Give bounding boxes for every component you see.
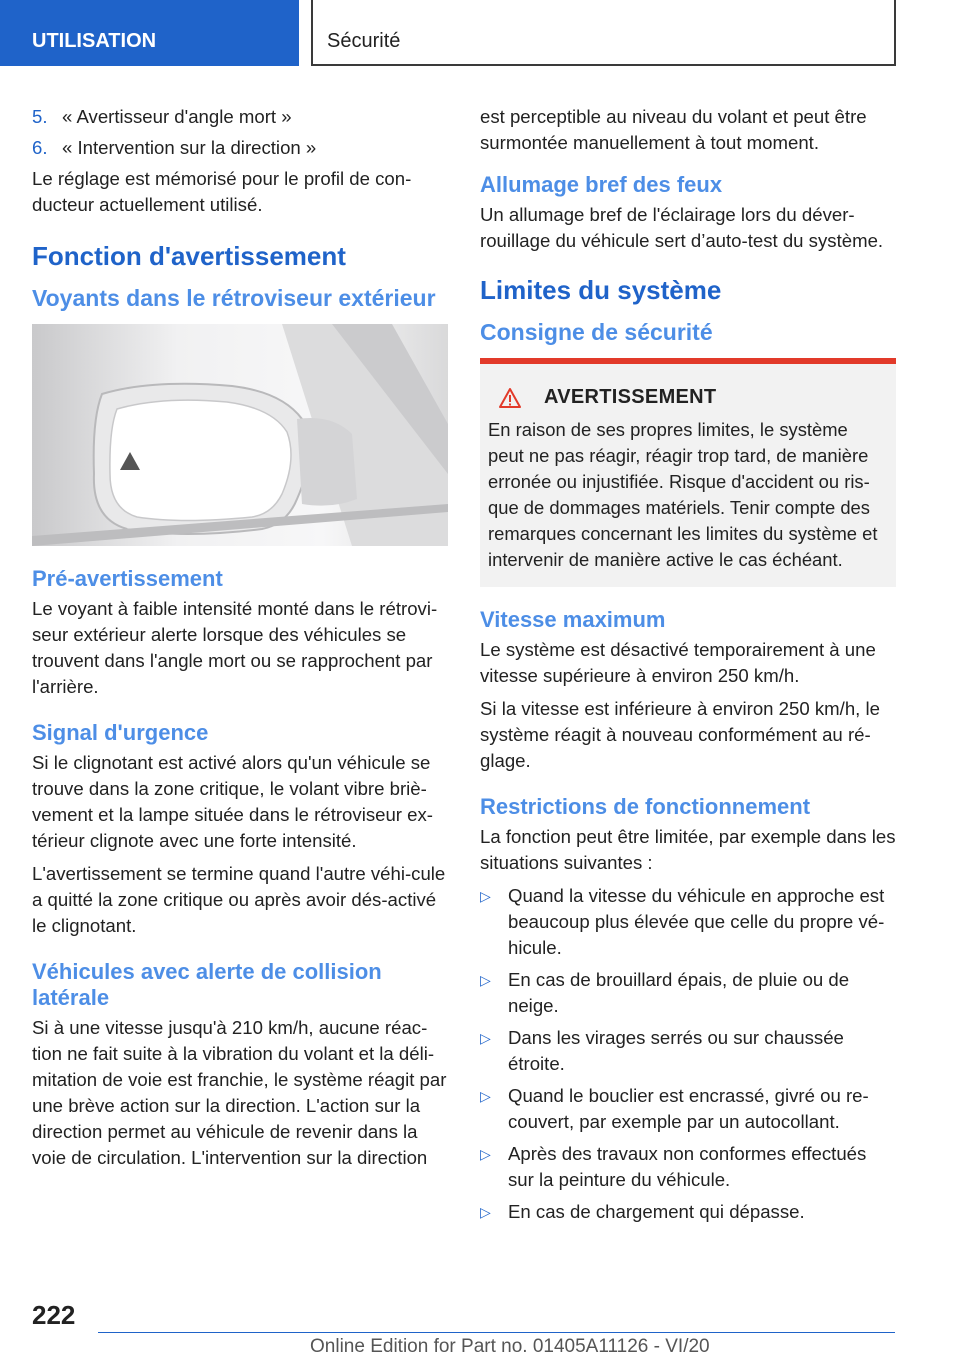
list-item: ▷ Après des travaux non conformes effectués sur la peinture du véhicule. <box>480 1141 896 1193</box>
page-number: 222 <box>32 1300 76 1330</box>
list-item: 6. « Intervention sur la direction » <box>32 137 317 158</box>
heading-vehicules: Véhicules avec alerte de collision latérale <box>32 959 382 1010</box>
bullet-triangle-icon: ▷ <box>480 1146 491 1162</box>
heading-restrictions: Restrictions de fonctionnement <box>480 794 811 819</box>
warning-box <box>480 358 896 587</box>
bullet-triangle-icon: ▷ <box>480 1088 491 1104</box>
warning-text: En raison de ses propres limites, le système peut ne pas réagir, réagir trop tard, de manière erronée ou injustifiée. Risque d'accident ou ris‐que de dommages matériels. Tenir compte des remarques concernant les limites du système et intervenir de manière active le cas échéant. <box>488 419 878 570</box>
bullet-triangle-icon: ▷ <box>480 1030 491 1046</box>
bullet-triangle-icon: ▷ <box>480 972 491 988</box>
mirror-image <box>32 324 448 546</box>
heading-allumage: Allumage bref des feux <box>480 172 723 197</box>
list-item: ▷ En cas de chargement qui dépasse. <box>480 1199 896 1225</box>
paragraph: La fonction peut être limitée, par exemple dans les situations suivantes : <box>480 826 896 873</box>
right-column <box>480 104 896 1231</box>
heading-signal: Signal d'urgence <box>32 720 209 745</box>
heading-limites: Limites du système <box>480 275 722 305</box>
list-item: 5. « Avertisseur d'angle mort » <box>32 106 292 127</box>
list-item: ▷ Quand le bouclier est encrassé, givré ou re‐couvert, par exemple par un autocollant. <box>480 1083 896 1135</box>
list-item: ▷ Dans les virages serrés ou sur chaussée étroite. <box>480 1025 896 1077</box>
bullet-triangle-icon: ▷ <box>480 888 491 904</box>
paragraph: Un allumage bref de l'éclairage lors du déver‐rouillage du véhicule sert d’auto-test du système. <box>480 204 884 251</box>
heading-voyants: Voyants dans le rétroviseur extérieur <box>32 285 436 311</box>
heading-consigne: Consigne de sécurité <box>480 319 713 345</box>
mirror-illustration <box>32 324 448 546</box>
warning-title: AVERTISSEMENT <box>488 386 888 409</box>
paragraph: Le réglage est mémorisé pour le profil de con‐ducteur actuellement utilisé. <box>32 168 412 215</box>
list-item: ▷ Quand la vitesse du véhicule en approche est beaucoup plus élevée que celle du propre vé‐hicule. <box>480 883 896 961</box>
chapter-title: Sécurité <box>311 0 896 66</box>
heading-pre-avertissement: Pré-avertissement <box>32 566 223 591</box>
left-column <box>32 104 448 1178</box>
footer-divider <box>98 1332 895 1333</box>
paragraph: Le voyant à faible intensité monté dans le rétrovi‐seur extérieur alerte lorsque des véhicules se trouvent dans l'angle mort ou se rapprochent par l'arrière. <box>32 598 438 697</box>
bullet-triangle-icon: ▷ <box>480 1204 491 1220</box>
paragraph: Si à une vitesse jusqu'à 210 km/h, aucune réac‐tion ne fait suite à la vibration du volant et la déli‐mitation de voie est franchie, le système réagit par une brève action sur la direction. L'action sur la direction permet au véhicule de revenir dans la voie de circulation. L'intervention sur la direction <box>32 1017 447 1168</box>
paragraph: Si le clignotant est activé alors qu'un véhicule se trouve dans la zone critique, le volant vibre briè‐vement et la lampe située dans le rétroviseur ex‐térieur clignote avec une forte intensité. <box>32 752 433 851</box>
paragraph: Le système est désactivé temporairement à une vitesse supérieure à environ 250 km/h. <box>480 639 876 686</box>
heading-vitesse: Vitesse maximum <box>480 607 666 632</box>
paragraph: est perceptible au niveau du volant et peut être surmontée manuellement à tout moment. <box>480 106 867 153</box>
footer-edition: Online Edition for Part no. 01405A11126 - VI/20 <box>310 1336 710 1357</box>
paragraph: L'avertissement se termine quand l'autre véhi‐cule a quitté la zone critique ou après avoir dés‐activé le clignotant. <box>32 863 446 936</box>
paragraph: Si la vitesse est inférieure à environ 250 km/h, le système réagit à nouveau conformément au ré‐glage. <box>480 698 880 771</box>
list-item: ▷ En cas de brouillard épais, de pluie ou de neige. <box>480 967 896 1019</box>
heading-fonction: Fonction d'avertissement <box>32 241 346 271</box>
warning-triangle-icon <box>498 387 522 409</box>
section-tab: UTILISATION <box>0 0 299 66</box>
